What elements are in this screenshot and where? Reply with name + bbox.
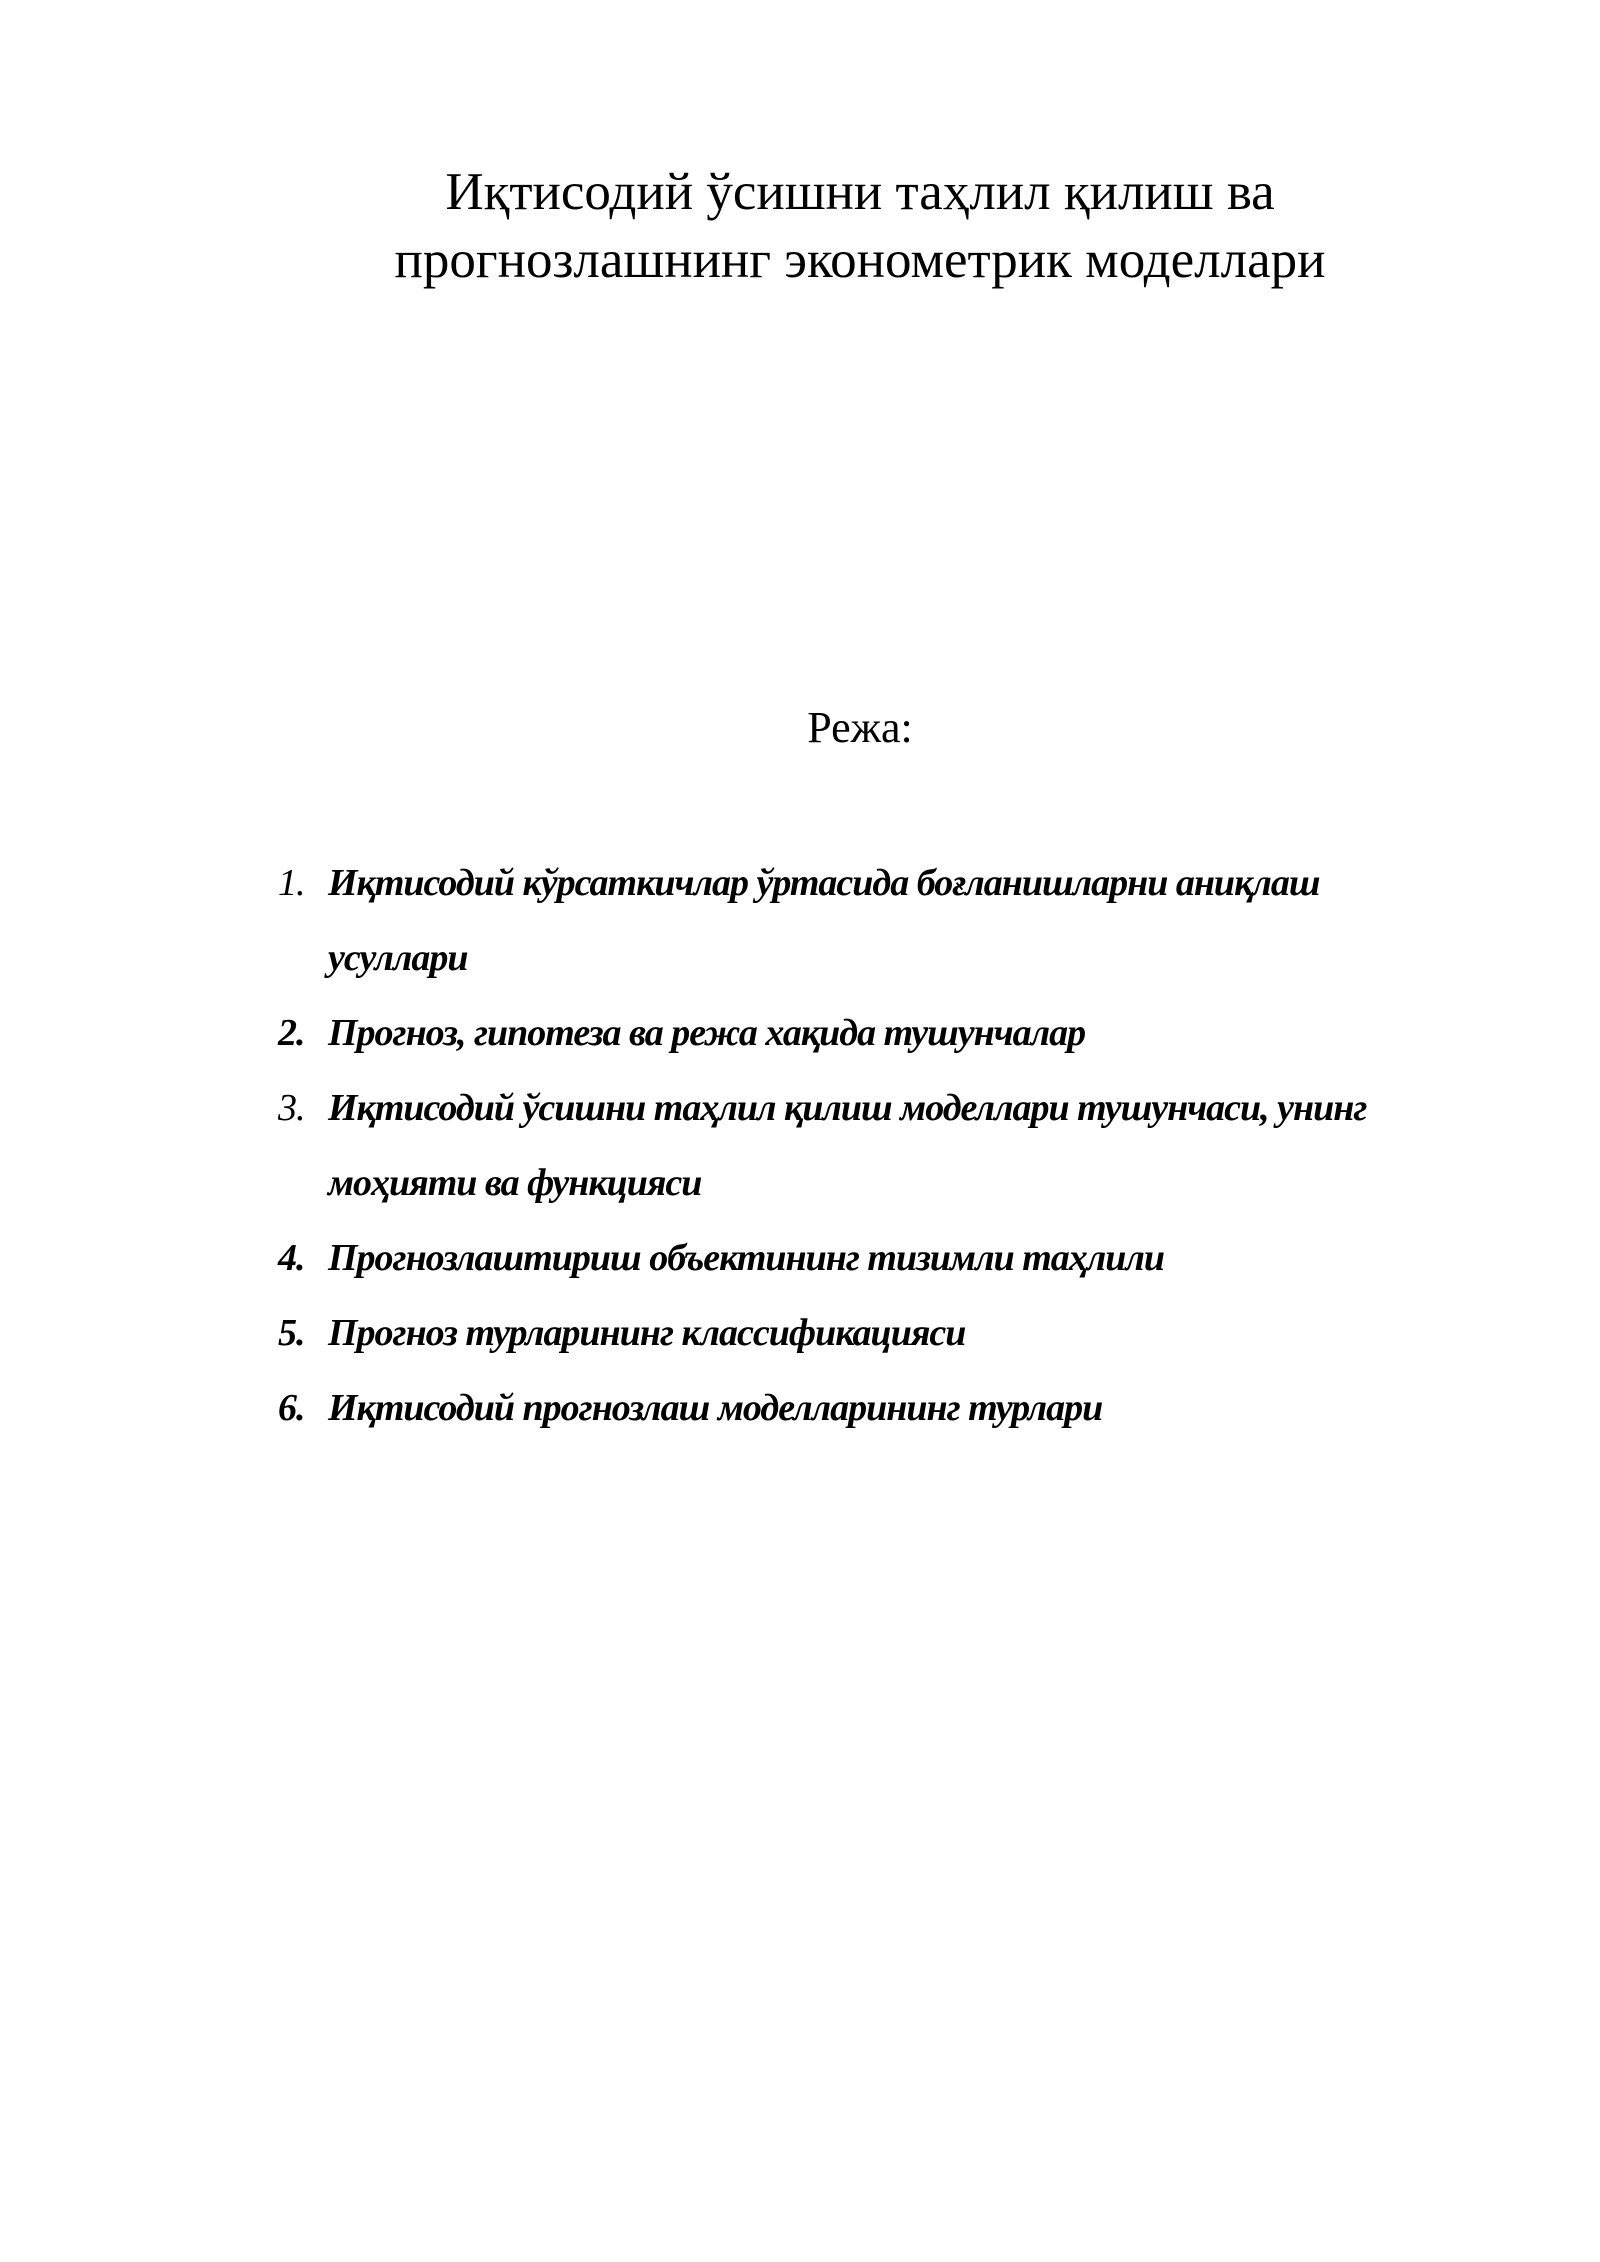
document-title-line-1: Иқтисодий ўсишни таҳлил қилиш ва <box>445 163 1275 221</box>
plan-item-number: 5. <box>278 1312 305 1354</box>
plan-item-text: Иқтисодий ўсишни таҳлил қилиш моделлари тушунчаси, унинг моҳияти ва функцияси <box>328 1087 1367 1204</box>
plan-list <box>272 846 1432 1446</box>
plan-item-number: 2. <box>278 1012 305 1054</box>
plan-item-text: Прогноз турларининг классификацияси <box>328 1312 966 1354</box>
plan-item-number: 4. <box>278 1237 305 1279</box>
plan-item-text: Прогноз, гипотеза ва режа хақида тушунчалар <box>328 1012 1086 1054</box>
plan-item-text: Прогнозлаштириш объектининг тизимли таҳлили <box>328 1237 1165 1279</box>
plan-item-text: Иқтисодий кўрсаткичлар ўртасида боғланишларни аниқлаш усуллари <box>328 862 1320 979</box>
plan-item-text: Иқтисодий прогнозлаш моделларининг турлари <box>328 1387 1103 1429</box>
document-title <box>290 158 1430 294</box>
document-title-line-2: прогнозлашнинг эконометрик моделлари <box>394 231 1326 289</box>
plan-item-6 <box>272 1371 1432 1446</box>
plan-item-4 <box>272 1221 1432 1296</box>
plan-item-number: 6. <box>278 1387 305 1429</box>
plan-item-number: 3. <box>278 1087 305 1129</box>
plan-item-number: 1. <box>278 862 305 904</box>
plan-item-5 <box>272 1296 1432 1371</box>
plan-item-2 <box>272 996 1432 1071</box>
plan-item-3 <box>272 1071 1432 1221</box>
plan-heading: Режа: <box>807 703 913 752</box>
plan-item-1 <box>272 846 1432 996</box>
